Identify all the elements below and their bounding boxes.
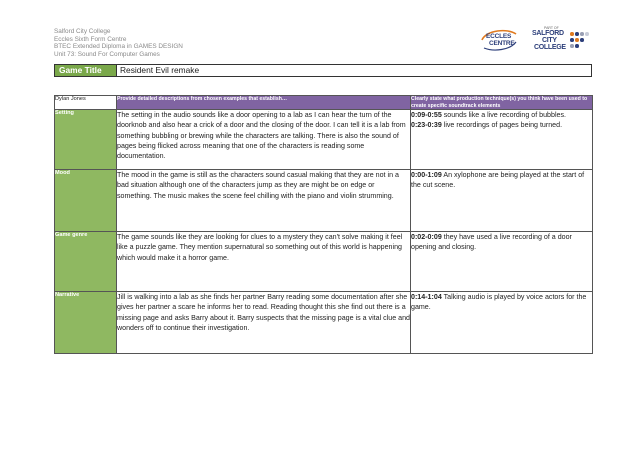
technique-entry [411, 292, 592, 312]
genre-techniques [411, 232, 593, 292]
logo-dot-icon [575, 32, 579, 36]
logo-dot-icon [570, 44, 574, 48]
narrative-description: Jill is walking into a lab as she finds her partner Barry reading some documentation after she gives her partner a scare he informs her to read. Reading thought this she find out there is a missing page and asks Barry about it. Barry suspects that the missing page is a vital clue and wonders off to continue their investigation. [117, 292, 411, 354]
table-header-row [55, 96, 593, 110]
technique-text: live recordings of pages being turned. [441, 121, 563, 130]
logo-dot-icon [575, 44, 579, 48]
eccles-logo-word-1: ECCLES [486, 33, 512, 40]
row-label-narrative: Narrative [55, 292, 117, 354]
scc-word-city: CITY [542, 37, 557, 44]
logo-dot-icon [570, 32, 574, 36]
setting-description: The setting in the audio sounds like a door opening to a lab as I can hear the turn of the doorknob and also hear a crick of a door and the closing of the door. I can tell it is a lab from something bubbling or brewing while the characters are talking. There is also the sound of pages being flicked across meaning that one of the characters is reading some documentation. [117, 110, 411, 170]
eccles-centre-logo [480, 28, 518, 50]
org-header [54, 28, 183, 58]
row-label-mood: Mood [55, 170, 117, 232]
org-line-centre: Eccles Sixth Form Centre [54, 35, 127, 43]
student-name: Dylan Jones [55, 96, 117, 110]
table-row [55, 110, 593, 170]
game-title-value: Resident Evil remake [120, 65, 200, 75]
technique-entry [411, 170, 592, 190]
org-line-course: BTEC Extended Diploma in GAMES DESIGN [54, 43, 183, 51]
logos [480, 26, 592, 52]
game-title-label: Game Title [55, 65, 117, 76]
timecode: 0:09-0:55 [411, 111, 442, 120]
logo-dot-icon [580, 32, 584, 36]
technique-entry [411, 232, 592, 252]
timecode: 0:23-0:39 [411, 121, 442, 130]
table-row [55, 232, 593, 292]
genre-description: The game sounds like they are looking for clues to a mystery they can't solve making it feel like a puzzle game. They mention supernatural so something out of this world is happening which would make it a horror game. [117, 232, 411, 292]
technique-entry [411, 120, 592, 130]
mood-techniques [411, 170, 593, 232]
org-line-college: Salford City College [54, 28, 111, 35]
salford-city-college-logo [532, 26, 592, 52]
table-row [55, 292, 593, 354]
logo-dot-icon [570, 38, 574, 42]
scc-word-salford: SALFORD [532, 30, 564, 37]
table-row [55, 170, 593, 232]
game-title-row [54, 64, 592, 77]
logo-dot-icon [580, 38, 584, 42]
row-label-setting: Setting [55, 110, 117, 170]
logo-dot-icon [575, 38, 579, 42]
timecode: 0:14-1:04 [411, 293, 442, 302]
scc-part-of: PART OF [544, 26, 559, 30]
technique-text: sounds like a live recording of bubbles. [441, 111, 566, 120]
technique-text: Talking audio is played by voice actors for the game. [411, 293, 587, 312]
technique-entry [411, 110, 592, 120]
mood-description: The mood in the game is still as the characters sound casual making that they are not in a bad situation although one of the characters jump as they are might be on edge or something. The music makes the scene feel chilling with the piano and violin strumming. [117, 170, 411, 232]
scc-word-college: COLLEGE [534, 44, 566, 51]
logo-dot-icon [585, 32, 589, 36]
description-header: Provide detailed descriptions from chosen examples that establish… [117, 96, 411, 110]
analysis-table [54, 95, 593, 354]
technique-text: An xylophone are being played at the start of the cut scene. [411, 171, 585, 190]
narrative-techniques [411, 292, 593, 354]
eccles-logo-word-2: CENTRE [489, 40, 515, 47]
technique-header: Clearly state what production technique(s) you think have been used to create specific soundtrack elements [411, 96, 593, 110]
timecode: 0:00-1:09 [411, 171, 442, 180]
timecode: 0:02-0:09 [411, 233, 442, 242]
technique-text: they have used a live recording of a door opening and closing. [411, 233, 572, 252]
org-line-unit: Unit 73: Sound For Computer Games [54, 50, 160, 58]
row-label-game-genre: Game genre [55, 232, 117, 292]
setting-techniques [411, 110, 593, 170]
